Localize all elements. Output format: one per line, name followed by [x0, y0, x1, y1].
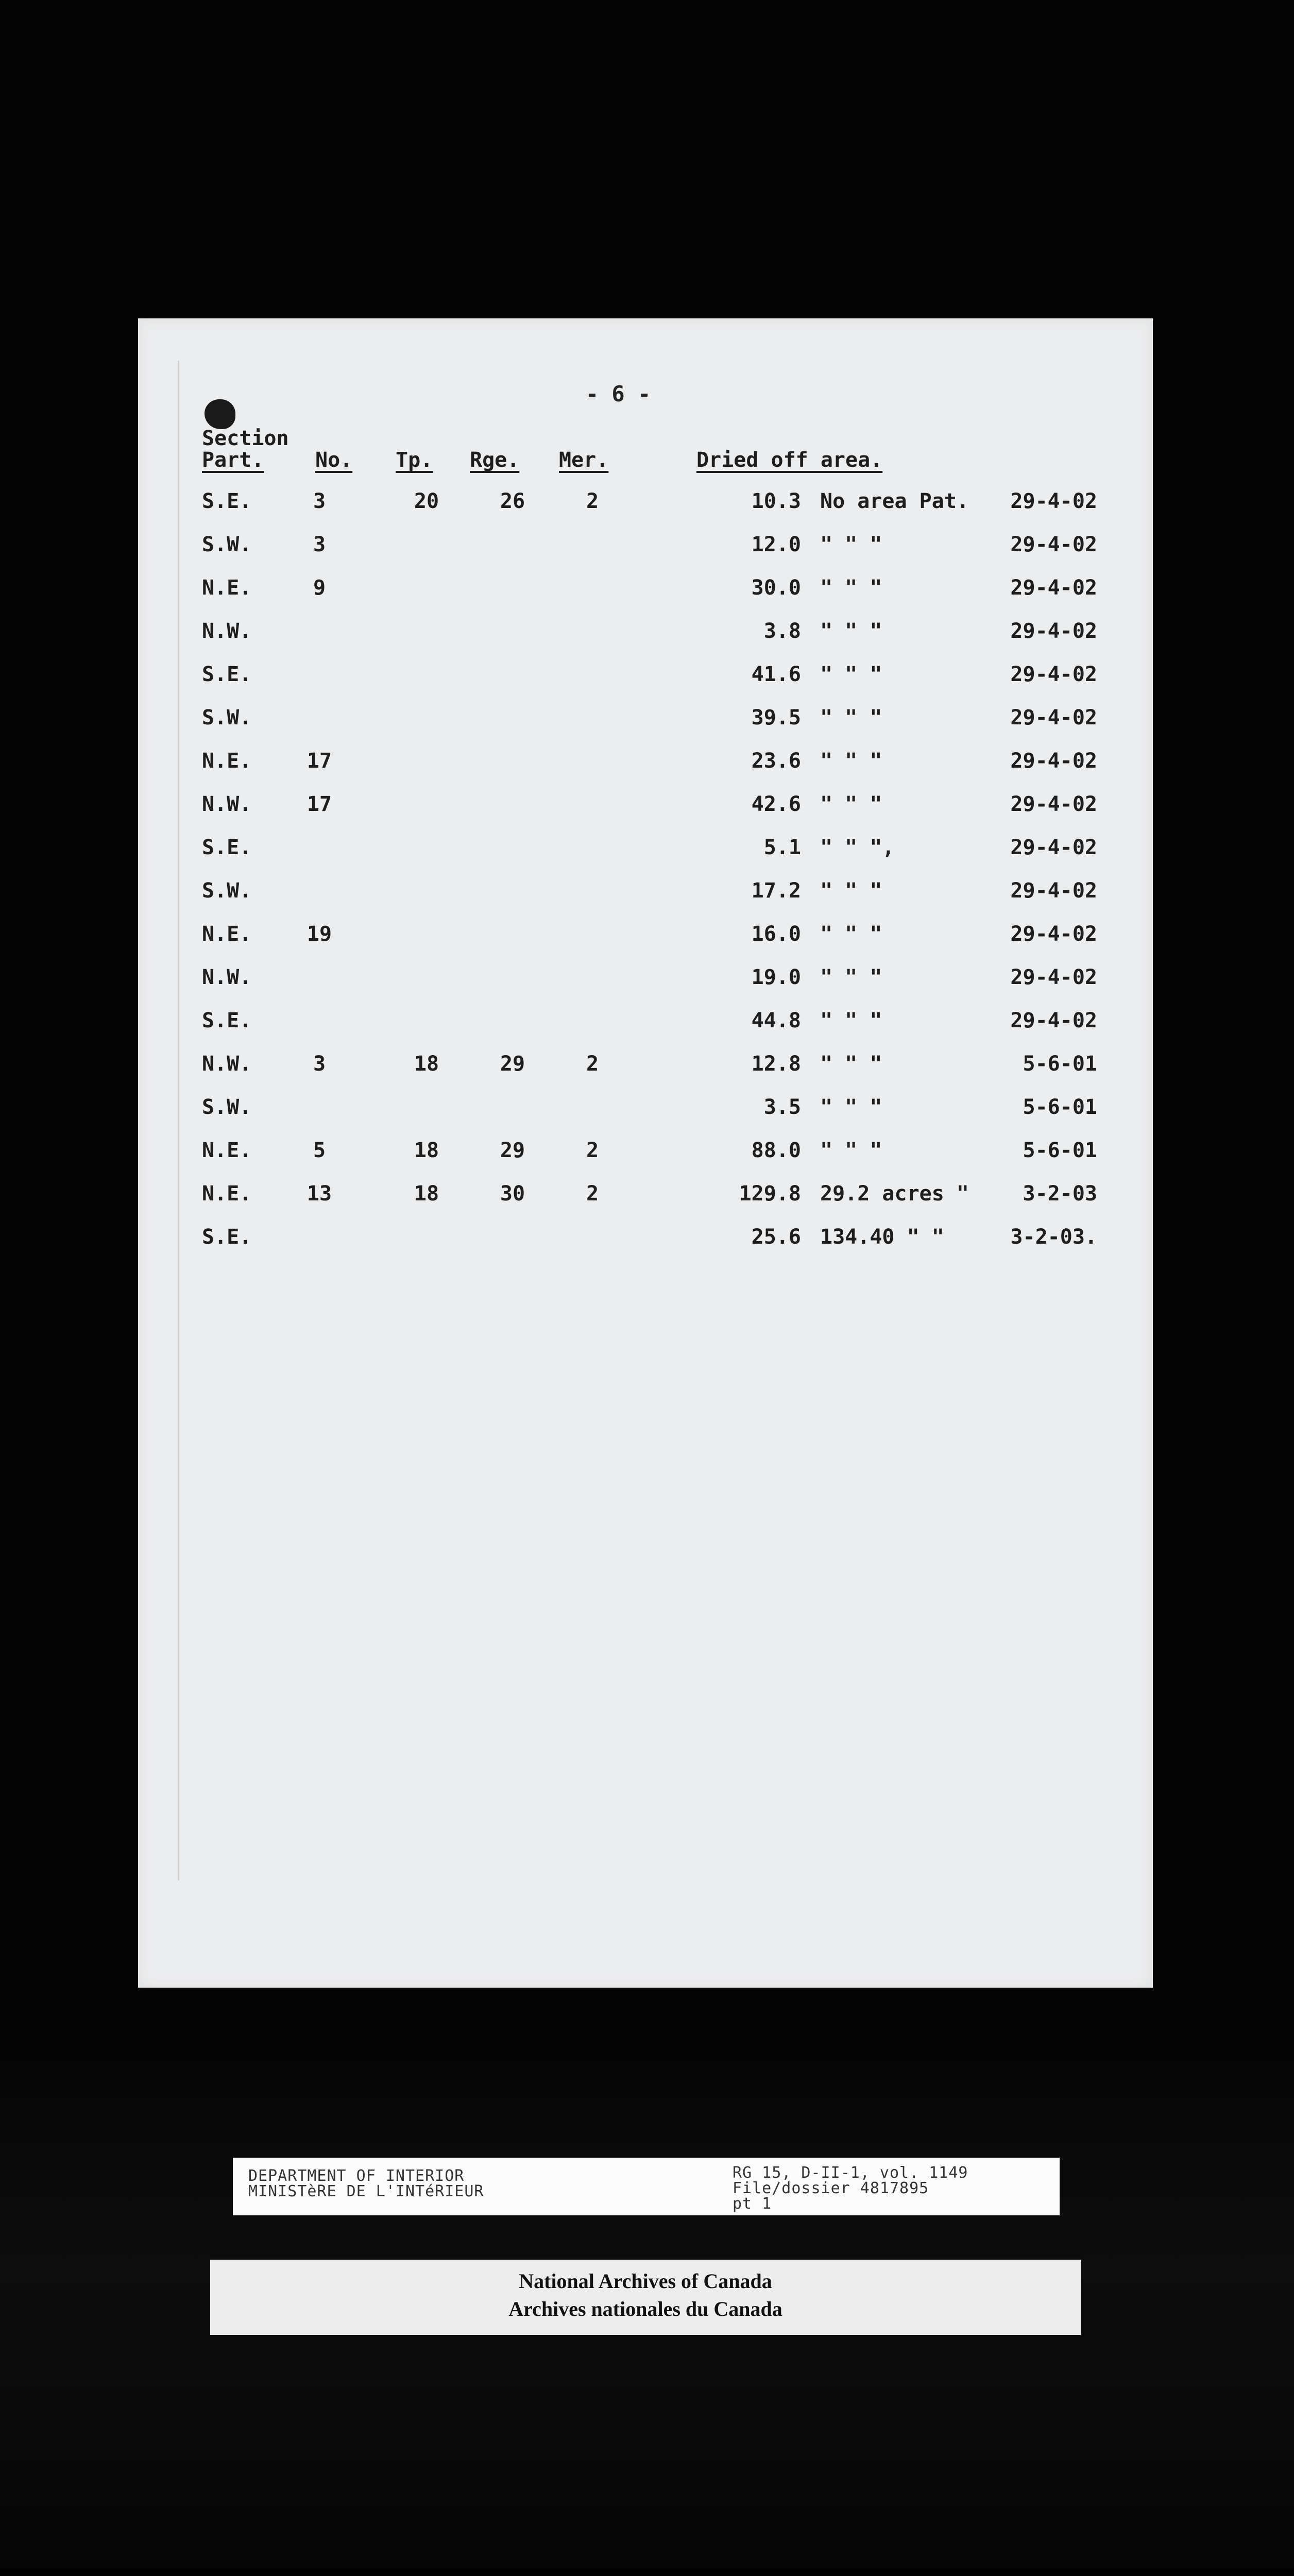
cell-part: S.W. [202, 706, 252, 730]
table-row [0, 1093, 1294, 1136]
cell-remark: " " ", [820, 836, 895, 859]
cell-remark: 29.2 acres " [820, 1182, 969, 1206]
cell-section-no: 13 [307, 1182, 332, 1206]
cell-date: 3-2-03 [1023, 1182, 1097, 1206]
cell-part: S.W. [202, 533, 252, 556]
cell-area: 17.2 [751, 879, 801, 903]
cell-part: N.W. [202, 792, 252, 816]
cell-meridian: 2 [586, 1052, 599, 1076]
cell-township: 20 [414, 489, 439, 513]
cell-date: 29-4-02 [1010, 922, 1097, 946]
table-row [0, 747, 1294, 790]
cell-date: 29-4-02 [1010, 749, 1097, 773]
cell-section-no: 3 [313, 489, 326, 513]
cell-remark: " " " [820, 1052, 882, 1076]
cell-remark: No area Pat. [820, 489, 969, 513]
cell-area: 88.0 [751, 1139, 801, 1162]
cell-part: N.E. [202, 1182, 252, 1206]
cell-date: 3-2-03. [1010, 1225, 1097, 1249]
cell-remark: " " " [820, 792, 882, 816]
archives-english: National Archives of Canada [519, 2269, 772, 2293]
cell-remark: " " " [820, 879, 882, 903]
cell-area: 44.8 [751, 1009, 801, 1032]
cell-area: 3.5 [763, 1095, 801, 1119]
cell-area: 39.5 [751, 706, 801, 730]
header-dried-off-area: Dried off area. [696, 448, 883, 472]
cell-part: N.E. [202, 922, 252, 946]
cell-meridian: 2 [586, 1182, 599, 1206]
cell-range: 26 [500, 489, 525, 513]
cell-area: 23.6 [751, 749, 801, 773]
cell-township: 18 [414, 1182, 439, 1206]
cell-remark: " " " [820, 576, 882, 600]
cell-part: S.E. [202, 663, 252, 686]
cell-meridian: 2 [586, 489, 599, 513]
table-row [0, 487, 1294, 530]
cell-part: S.E. [202, 1009, 252, 1032]
cell-date: 5-6-01 [1023, 1095, 1097, 1119]
cell-area: 16.0 [751, 922, 801, 946]
table-row [0, 1006, 1294, 1049]
header-rge: Rge. [470, 448, 520, 472]
cell-area: 19.0 [751, 965, 801, 989]
cell-remark: " " " [820, 965, 882, 989]
cell-date: 29-4-02 [1010, 836, 1097, 859]
cell-date: 5-6-01 [1023, 1052, 1097, 1076]
table-row [0, 833, 1294, 876]
table-row [0, 1136, 1294, 1179]
table-row [0, 617, 1294, 660]
table-row [0, 1049, 1294, 1093]
cell-area: 129.8 [739, 1182, 801, 1206]
reference-line-1: RG 15, D-II-1, vol. 1149 [733, 2164, 968, 2182]
table-row [0, 876, 1294, 920]
cell-date: 29-4-02 [1010, 489, 1097, 513]
cell-remark: " " " [820, 663, 882, 686]
dept-french: MINISTèRE DE L'INTéRIEUR [248, 2182, 484, 2200]
cell-area: 12.8 [751, 1052, 801, 1076]
cell-part: N.E. [202, 576, 252, 600]
cell-part: N.W. [202, 965, 252, 989]
cell-township: 18 [414, 1052, 439, 1076]
cell-section-no: 9 [313, 576, 326, 600]
header-no: No. [315, 448, 353, 472]
cell-date: 29-4-02 [1010, 879, 1097, 903]
table-row [0, 963, 1294, 1006]
table-row [0, 790, 1294, 833]
table-row [0, 1223, 1294, 1266]
cell-remark: " " " [820, 533, 882, 556]
archive-reference-label [233, 2158, 1060, 2215]
cell-section-no: 17 [307, 749, 332, 773]
table-row [0, 573, 1294, 617]
cell-township: 18 [414, 1139, 439, 1162]
cell-remark: " " " [820, 1009, 882, 1032]
cell-area: 25.6 [751, 1225, 801, 1249]
table-row [0, 703, 1294, 747]
cell-date: 29-4-02 [1010, 965, 1097, 989]
table-row [0, 660, 1294, 703]
cell-remark: " " " [820, 619, 882, 643]
cell-part: S.E. [202, 836, 252, 859]
bottom-band [0, 2568, 1294, 2576]
cell-date: 29-4-02 [1010, 576, 1097, 600]
cell-date: 29-4-02 [1010, 533, 1097, 556]
cell-area: 3.8 [763, 619, 801, 643]
cell-meridian: 2 [586, 1139, 599, 1162]
cell-remark: " " " [820, 1139, 882, 1162]
header-mer: Mer. [559, 448, 609, 472]
cell-part: N.W. [202, 1052, 252, 1076]
cell-area: 10.3 [751, 489, 801, 513]
cell-area: 41.6 [751, 663, 801, 686]
cell-date: 5-6-01 [1023, 1139, 1097, 1162]
cell-part: S.W. [202, 879, 252, 903]
cell-section-no: 5 [313, 1139, 326, 1162]
header-part: Part. [202, 448, 264, 472]
table-row [0, 920, 1294, 963]
cell-remark: " " " [820, 922, 882, 946]
cell-date: 29-4-02 [1010, 792, 1097, 816]
page-number: - 6 - [585, 381, 651, 406]
cell-date: 29-4-02 [1010, 663, 1097, 686]
cell-part: N.E. [202, 1139, 252, 1162]
cell-remark: " " " [820, 706, 882, 730]
archives-french: Archives nationales du Canada [508, 2297, 782, 2320]
cell-section-no: 19 [307, 922, 332, 946]
cell-range: 29 [500, 1139, 525, 1162]
cell-area: 5.1 [763, 836, 801, 859]
archives-name-label [210, 2260, 1081, 2335]
cell-remark: " " " [820, 749, 882, 773]
cell-area: 30.0 [751, 576, 801, 600]
cell-part: N.W. [202, 619, 252, 643]
cell-range: 30 [500, 1182, 525, 1206]
header-section: Section [202, 427, 289, 450]
header-tp: Tp. [396, 448, 433, 472]
reference-line-3: pt 1 [733, 2195, 772, 2213]
dept-english: DEPARTMENT OF INTERIOR [248, 2167, 465, 2185]
cell-section-no: 3 [313, 533, 326, 556]
cell-part: S.E. [202, 489, 252, 513]
reference-line-2: File/dossier 4817895 [733, 2179, 929, 2197]
label-divider [210, 2221, 1081, 2257]
cell-date: 29-4-02 [1010, 706, 1097, 730]
table-row [0, 530, 1294, 573]
cell-area: 12.0 [751, 533, 801, 556]
cell-range: 29 [500, 1052, 525, 1076]
ink-blot [205, 399, 235, 429]
cell-date: 29-4-02 [1010, 1009, 1097, 1032]
cell-remark: " " " [820, 1095, 882, 1119]
cell-part: S.E. [202, 1225, 252, 1249]
cell-date: 29-4-02 [1010, 619, 1097, 643]
table-row [0, 1179, 1294, 1223]
cell-part: S.W. [202, 1095, 252, 1119]
cell-part: N.E. [202, 749, 252, 773]
cell-section-no: 17 [307, 792, 332, 816]
cell-remark: 134.40 " " [820, 1225, 944, 1249]
cell-section-no: 3 [313, 1052, 326, 1076]
cell-area: 42.6 [751, 792, 801, 816]
